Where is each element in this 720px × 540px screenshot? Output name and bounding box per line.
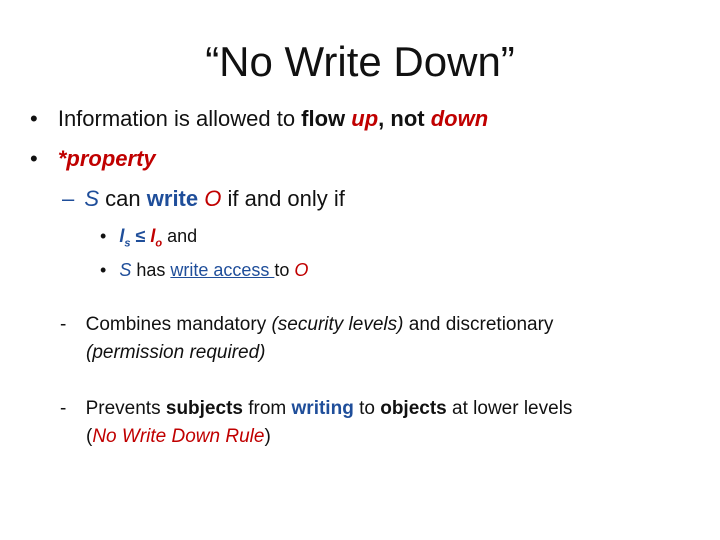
combines-text-a: Combines mandatory bbox=[85, 314, 272, 335]
dash-marker: - bbox=[60, 398, 67, 419]
bullet-marker: • bbox=[100, 260, 107, 280]
prevents-text-b: from bbox=[242, 398, 292, 419]
subject-s: S bbox=[119, 260, 132, 280]
bullet-marker: • bbox=[100, 226, 107, 246]
level-l: l bbox=[119, 226, 125, 246]
slide-title: “No Write Down” bbox=[205, 38, 515, 85]
paren-open: ( bbox=[86, 426, 93, 447]
prevents-text-a: Prevents bbox=[85, 398, 166, 419]
subscript-s: s bbox=[124, 237, 131, 250]
text-write-access: write access bbox=[170, 260, 275, 280]
paren-close: ) bbox=[264, 426, 271, 447]
subject-s: S bbox=[84, 186, 100, 211]
bullet-star-property bbox=[30, 146, 156, 172]
bullet-information-flow bbox=[30, 106, 488, 132]
text-if-and-only-if: if and only if bbox=[221, 186, 345, 211]
prevents-text-d: at lower levels bbox=[446, 398, 573, 419]
prevents-text-writing: writing bbox=[291, 398, 354, 419]
no-write-down-rule: No Write Down Rule bbox=[92, 426, 265, 447]
combines-text-security-levels: (security levels) bbox=[271, 314, 404, 335]
level-l-object: l bbox=[150, 226, 156, 246]
dash-marker: – bbox=[62, 186, 75, 211]
prevents-text-c: to bbox=[353, 398, 381, 419]
combines-text-c: and discretionary bbox=[403, 314, 554, 335]
prevents-text-subjects: subjects bbox=[165, 398, 243, 419]
condition-level-compare bbox=[100, 224, 197, 248]
star-property-label: *property bbox=[57, 146, 156, 171]
bullet-text-prefix: Information is allowed to bbox=[57, 106, 302, 131]
bullet-marker: • bbox=[30, 146, 38, 171]
dash-marker: - bbox=[60, 314, 67, 335]
text-can: can bbox=[99, 186, 147, 211]
dash-item-prevents bbox=[60, 397, 572, 421]
bullet-text-not: not bbox=[390, 106, 431, 131]
dash-item-combines bbox=[60, 313, 553, 337]
object-o: O bbox=[294, 260, 309, 280]
dash-item-combines-line2: (permission required) bbox=[86, 342, 266, 363]
text-and: and bbox=[162, 226, 198, 246]
prevents-text-objects: objects bbox=[380, 398, 447, 419]
subscript-o: o bbox=[155, 237, 163, 250]
sub-bullet-write-condition bbox=[62, 186, 345, 212]
leq-symbol: ≤ bbox=[130, 226, 151, 246]
bullet-text-comma: , bbox=[378, 106, 391, 131]
bullet-text-flow: flow bbox=[301, 106, 352, 131]
text-write: write bbox=[146, 186, 199, 211]
bullet-text-up: up bbox=[351, 106, 379, 131]
text-has: has bbox=[131, 260, 171, 280]
object-o: O bbox=[204, 186, 222, 211]
text-to: to bbox=[274, 260, 295, 280]
condition-write-access bbox=[100, 258, 308, 282]
bullet-marker: • bbox=[30, 106, 38, 131]
dash-item-prevents-line2 bbox=[86, 425, 271, 449]
bullet-text-down: down bbox=[430, 106, 489, 131]
